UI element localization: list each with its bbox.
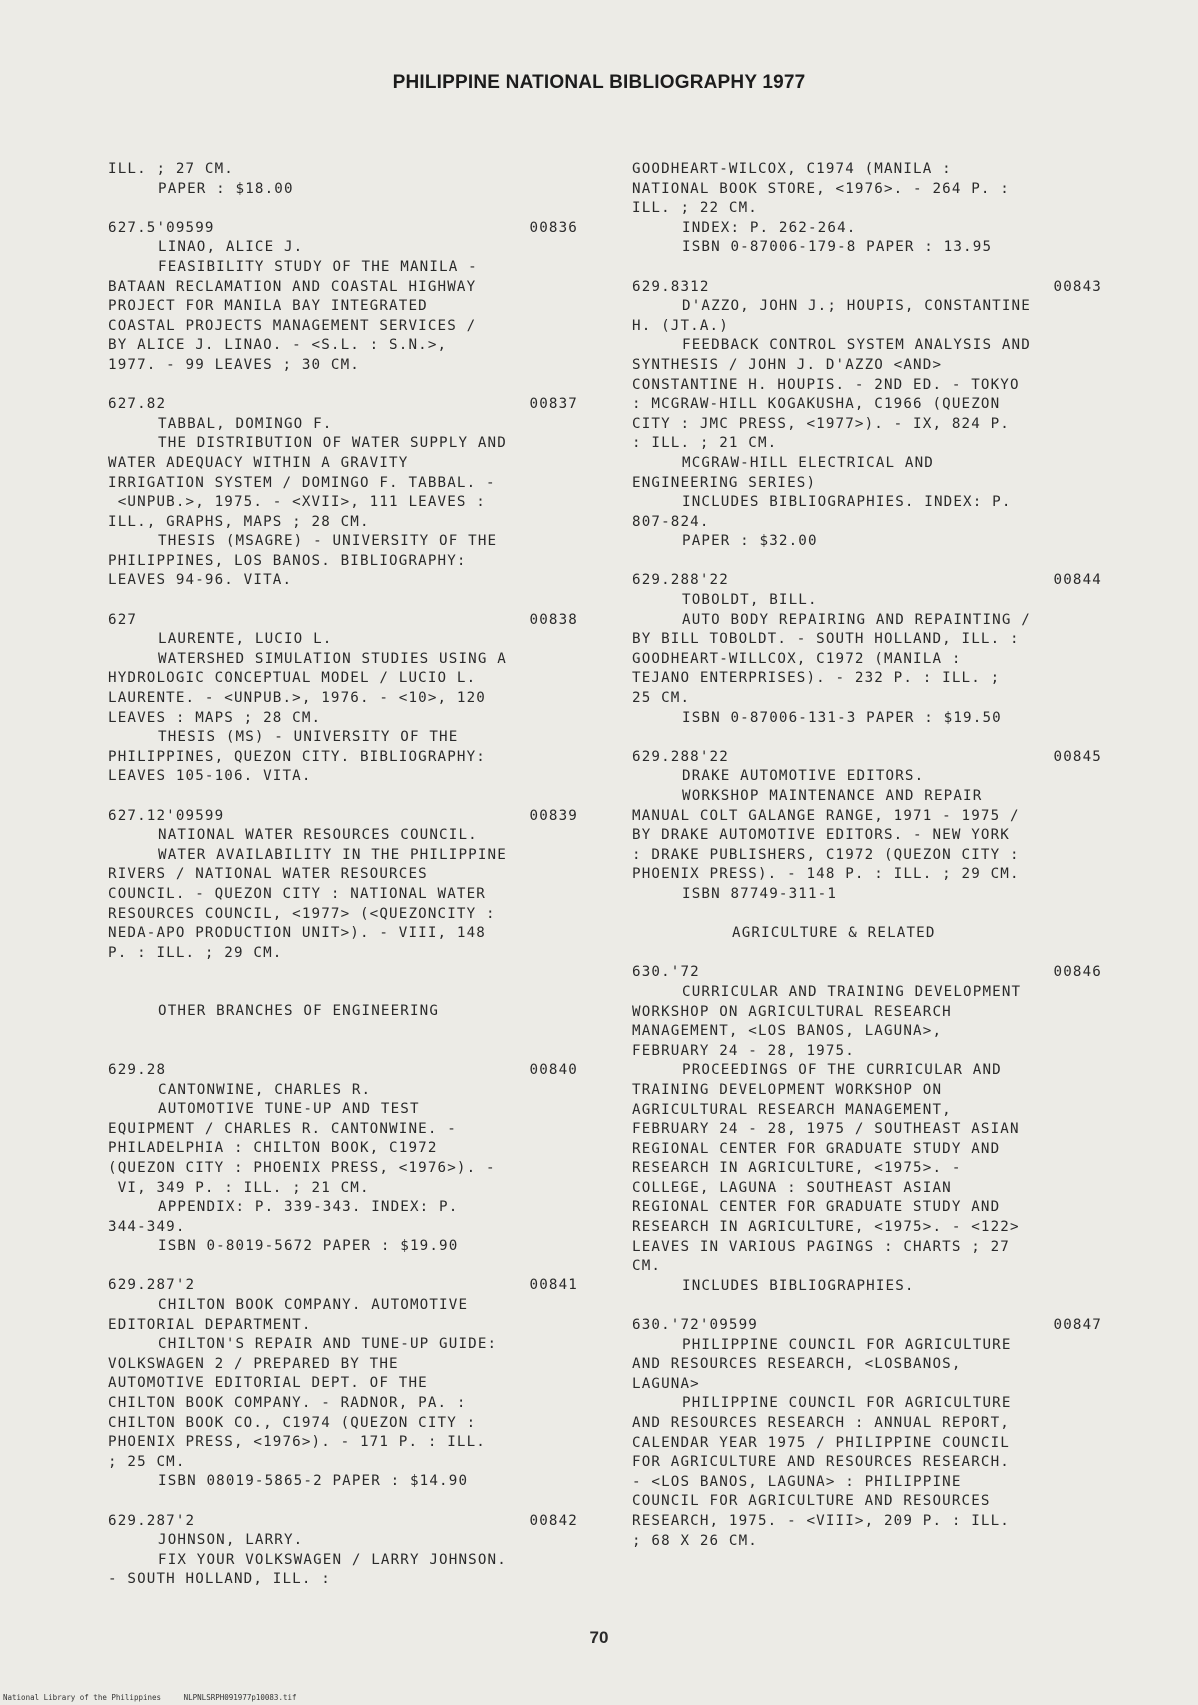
entry-line: WORKSHOP ON AGRICULTURAL RESEARCH [632, 1003, 952, 1020]
entry-author: D'AZZO, JOHN J.; HOUPIS, CONSTANTINE [682, 298, 1031, 315]
right-column [632, 160, 1102, 1551]
entry-line: ; 25 CM. [108, 1453, 186, 1470]
entry-author: TOBOLDT, BILL. [682, 592, 818, 609]
entry-line: INCLUDES BIBLIOGRAPHIES. [682, 1277, 915, 1294]
entry-number: 00838 [529, 611, 578, 628]
entry-line: BY BILL TOBOLDT. - SOUTH HOLLAND, ILL. : [632, 631, 1020, 648]
entry-line: REGIONAL CENTER FOR GRADUATE STUDY AND [632, 1199, 1001, 1216]
bib-entry-00844 [632, 571, 1102, 728]
entry-line: PROJECT FOR MANILA BAY INTEGRATED [108, 298, 428, 315]
bib-entry-00839 [108, 807, 578, 964]
entry-author: CHILTON BOOK COMPANY. AUTOMOTIVE [158, 1297, 469, 1314]
entry-line: CHILTON'S REPAIR AND TUNE-UP GUIDE: [158, 1336, 498, 1353]
class-number: 629.288'22 [632, 748, 729, 765]
class-number: 629.287'2 [108, 1512, 196, 1529]
entry-line: THESIS (MSAGRE) - UNIVERSITY OF THE [158, 533, 498, 550]
entry-line: ISBN 87749-311-1 [682, 885, 838, 902]
entry-line: WATERSHED SIMULATION STUDIES USING A [158, 650, 507, 667]
entry-line: COLLEGE, LAGUNA : SOUTHEAST ASIAN [632, 1179, 952, 1196]
entry-line: 807-824. [632, 513, 710, 530]
entry-author: PHILIPPINE COUNCIL FOR AGRICULTURE [682, 1336, 1012, 1353]
entry-line: EDITORIAL DEPARTMENT. [108, 1316, 312, 1333]
entry-line: 344-349. [108, 1218, 186, 1235]
bib-entry-00846 [632, 963, 1102, 1296]
class-number: 627 [108, 611, 138, 628]
entry-line: GOODHEART-WILLCOX, C1972 (MANILA : [632, 650, 962, 667]
entry-author: CANTONWINE, CHARLES R. [158, 1081, 372, 1098]
entry-line: FEBRUARY 24 - 28, 1975. [632, 1042, 855, 1059]
entry-number: 00842 [529, 1512, 578, 1529]
entry-line: ILL., GRAPHS, MAPS ; 28 CM. [108, 513, 370, 530]
entry-line: ; 68 X 26 CM. [632, 1532, 758, 1549]
entry-line: TEJANO ENTERPRISES). - 232 P. : ILL. ; [632, 670, 1001, 687]
entry-line: PROCEEDINGS OF THE CURRICULAR AND [682, 1062, 1002, 1079]
entry-line: - <LOS BANOS, LAGUNA> : PHILIPPINE [632, 1473, 962, 1490]
entry-line: ISBN 08019-5865-2 PAPER : $14.90 [158, 1473, 469, 1490]
section-heading: OTHER BRANCHES OF ENGINEERING [158, 1003, 440, 1020]
entry-line: : MCGRAW-HILL KOGAKUSHA, C1966 (QUEZON [632, 396, 1001, 413]
bib-entry-00836 [108, 219, 578, 376]
entry-line: PHILIPPINE COUNCIL FOR AGRICULTURE [682, 1395, 1012, 1412]
class-number: 627.5'09599 [108, 219, 215, 236]
entry-author: CURRICULAR AND TRAINING DEVELOPMENT [682, 983, 1022, 1000]
entry-author: TABBAL, DOMINGO F. [158, 415, 333, 432]
class-number: 630.'72 [632, 964, 700, 981]
entry-line: CONSTANTINE H. HOUPIS. - 2ND ED. - TOKYO [632, 376, 1020, 393]
entry-line: WATER ADEQUACY WITHIN A GRAVITY [108, 454, 409, 471]
entry-line: CHILTON BOOK COMPANY. - RADNOR, PA. : [108, 1395, 467, 1412]
entry-line: PHILADELPHIA : CHILTON BOOK, C1972 [108, 1140, 438, 1157]
entry-line: AGRICULTURAL RESEARCH MANAGEMENT, [632, 1101, 952, 1118]
entry-number: 00845 [1053, 748, 1102, 765]
entry-line: ISBN 0-87006-131-3 PAPER : $19.50 [682, 709, 1002, 726]
entry-line: PHOENIX PRESS). - 148 P. : ILL. ; 29 CM. [632, 866, 1020, 883]
entry-line: RESEARCH IN AGRICULTURE, <1975>. - <122> [632, 1219, 1020, 1236]
entry-line: VOLKSWAGEN 2 / PREPARED BY THE [108, 1355, 399, 1372]
scan-credit: National Library of the Philippines NLPNLSRPH091977p10083.tif [3, 1693, 297, 1702]
entry-line: LEAVES 105-106. VITA. [108, 768, 312, 785]
class-number: 627.12'09599 [108, 807, 225, 824]
entry-line: MCGRAW-HILL ELECTRICAL AND [682, 454, 934, 471]
entry-line: RESOURCES COUNCIL, <1977> (<QUEZONCITY : [108, 905, 496, 922]
entry-line: RESEARCH IN AGRICULTURE, <1975>. - [632, 1160, 962, 1177]
entry-number: 00844 [1053, 572, 1102, 589]
entry-line: IRRIGATION SYSTEM / DOMINGO F. TABBAL. - [108, 474, 496, 491]
entry-line: AND RESOURCES RESEARCH, <LOSBANOS, [632, 1356, 962, 1373]
entry-line: LEAVES 94-96. VITA. [108, 572, 293, 589]
entry-line: MANAGEMENT, <LOS BANOS, LAGUNA>, [632, 1023, 943, 1040]
entry-line: REGIONAL CENTER FOR GRADUATE STUDY AND [632, 1140, 1001, 1157]
page-title: PHILIPPINE NATIONAL BIBLIOGRAPHY 1977 [392, 72, 806, 93]
class-number: 629.288'22 [632, 572, 729, 589]
entry-line: 25 CM. [632, 690, 691, 707]
entry-line: FOR AGRICULTURE AND RESOURCES RESEARCH. [632, 1454, 1010, 1471]
entry-line: 1977. - 99 LEAVES ; 30 CM. [108, 356, 360, 373]
entry-line: LAURENTE. - <UNPUB.>, 1976. - <10>, 120 [108, 690, 486, 707]
entry-line: PHILIPPINES, QUEZON CITY. BIBLIOGRAPHY: [108, 748, 486, 765]
entry-number: 00840 [529, 1061, 578, 1078]
bib-entry-00843 [632, 278, 1102, 552]
entry-line: EQUIPMENT / CHARLES R. CANTONWINE. - [108, 1120, 457, 1137]
entry-line: : DRAKE PUBLISHERS, C1972 (QUEZON CITY : [632, 846, 1020, 863]
entry-line: P. : ILL. ; 29 CM. [108, 944, 283, 961]
entry-line: AUTO BODY REPAIRING AND REPAINTING / [682, 611, 1031, 628]
text-line: PAPER : $18.00 [158, 180, 294, 197]
entry-line: APPENDIX: P. 339-343. INDEX: P. [158, 1199, 459, 1216]
class-number: 629.287'2 [108, 1277, 196, 1294]
entry-line: MANUAL COLT GALANGE RANGE, 1971 - 1975 / [632, 807, 1020, 824]
bib-entry-00842 [108, 1512, 578, 1590]
entry-line: WATER AVAILABILITY IN THE PHILIPPINE [158, 846, 507, 863]
entry-line: ENGINEERING SERIES) [632, 474, 817, 491]
bib-entry-00845 [632, 748, 1102, 905]
text-line: NATIONAL BOOK STORE, <1976>. - 264 P. : [632, 180, 1010, 197]
entry-line: VI, 349 P. : ILL. ; 21 CM. [108, 1179, 370, 1196]
entry-line: (QUEZON CITY : PHOENIX PRESS, <1976>). - [108, 1159, 496, 1176]
entry-number: 00837 [529, 396, 578, 413]
entry-line: LEAVES : MAPS ; 28 CM. [108, 709, 322, 726]
entry-line: HYDROLOGIC CONCEPTUAL MODEL / LUCIO L. [108, 670, 477, 687]
entry-author: LINAO, ALICE J. [158, 239, 304, 256]
entry-author: DRAKE AUTOMOTIVE EDITORS. [682, 768, 925, 785]
text-line: ILL. ; 22 CM. [632, 200, 758, 217]
entry-line: SYNTHESIS / JOHN J. D'AZZO <AND> [632, 356, 943, 373]
text-line: ISBN 0-87006-179-8 PAPER : 13.95 [682, 239, 993, 256]
entry-line: THE DISTRIBUTION OF WATER SUPPLY AND [158, 435, 507, 452]
section-heading: AGRICULTURE & RELATED [732, 925, 936, 942]
entry-line: H. (JT.A.) [632, 317, 729, 334]
entry-line: NEDA-APO PRODUCTION UNIT>). - VIII, 148 [108, 925, 486, 942]
entry-line: <UNPUB.>, 1975. - <XVII>, 111 LEAVES : [108, 494, 486, 511]
entry-line: CM. [632, 1258, 662, 1275]
entry-line: BATAAN RECLAMATION AND COASTAL HIGHWAY [108, 278, 477, 295]
class-number: 627.82 [108, 396, 167, 413]
bib-entry-00838 [108, 611, 578, 787]
class-number: 630.'72'09599 [632, 1317, 758, 1334]
entry-author: LAURENTE, LUCIO L. [158, 631, 333, 648]
entry-number: 00843 [1053, 278, 1102, 295]
page-number: 70 [589, 1628, 609, 1647]
entry-line: AND RESOURCES RESEARCH : ANNUAL REPORT, [632, 1415, 1010, 1431]
entry-line: AUTOMOTIVE EDITORIAL DEPT. OF THE [108, 1375, 428, 1392]
entry-line: CITY : JMC PRESS, <1977>). - IX, 824 P. [632, 415, 1010, 432]
entry-line: RIVERS / NATIONAL WATER RESOURCES [108, 866, 428, 883]
entry-line: WORKSHOP MAINTENANCE AND REPAIR [682, 788, 983, 804]
entry-line: PHILIPPINES, LOS BANOS. BIBLIOGRAPHY: [108, 552, 467, 569]
entry-line: BY DRAKE AUTOMOTIVE EDITORS. - NEW YORK [632, 827, 1010, 844]
entry-line: CALENDAR YEAR 1975 / PHILIPPINE COUNCIL [632, 1434, 1010, 1451]
entry-number: 00841 [529, 1277, 578, 1294]
entry-number: 00836 [529, 219, 578, 236]
text-line: GOODHEART-WILCOX, C1974 (MANILA : [632, 161, 952, 177]
entry-line: RESEARCH, 1975. - <VIII>, 209 P. : ILL. [632, 1512, 1010, 1529]
entry-line: COUNCIL. - QUEZON CITY : NATIONAL WATER [108, 885, 486, 902]
entry-line: PHOENIX PRESS, <1976>). - 171 P. : ILL. [108, 1434, 486, 1451]
entry-number: 00847 [1053, 1317, 1102, 1334]
class-number: 629.8312 [632, 278, 710, 295]
entry-line: ISBN 0-8019-5672 PAPER : $19.90 [158, 1238, 459, 1255]
bib-entry-00847 [632, 1316, 1102, 1551]
entry-line: FIX YOUR VOLKSWAGEN / LARRY JOHNSON. [158, 1551, 507, 1568]
entry-line: LEAVES IN VARIOUS PAGINGS : CHARTS ; 27 [632, 1238, 1010, 1255]
bib-entry-00840 [108, 1061, 578, 1257]
entry-line: INCLUDES BIBLIOGRAPHIES. INDEX: P. [682, 494, 1012, 511]
entry-number: 00846 [1053, 964, 1102, 981]
class-number: 629.28 [108, 1061, 167, 1078]
bib-entry-00837 [108, 395, 578, 591]
text-line: INDEX: P. 262-264. [682, 219, 857, 236]
entry-line: LAGUNA> [632, 1375, 700, 1392]
entry-line: FEASIBILITY STUDY OF THE MANILA - [158, 258, 478, 275]
entry-line: COASTAL PROJECTS MANAGEMENT SERVICES / [108, 317, 477, 334]
entry-number: 00839 [529, 807, 578, 824]
entry-line: FEEDBACK CONTROL SYSTEM ANALYSIS AND [682, 337, 1031, 354]
entry-line: CHILTON BOOK CO., C1974 (QUEZON CITY : [108, 1414, 477, 1431]
left-column [108, 160, 578, 1590]
entry-author: NATIONAL WATER RESOURCES COUNCIL. [158, 827, 478, 844]
entry-line: : ILL. ; 21 CM. [632, 435, 778, 452]
bib-entry-00841 [108, 1276, 578, 1492]
entry-line: COUNCIL FOR AGRICULTURE AND RESOURCES [632, 1493, 991, 1510]
entry-line: BY ALICE J. LINAO. - <S.L. : S.N.>, [108, 337, 448, 354]
entry-line: THESIS (MS) - UNIVERSITY OF THE [158, 729, 459, 746]
entry-line: AUTOMOTIVE TUNE-UP AND TEST [158, 1101, 420, 1118]
entry-line: TRAINING DEVELOPMENT WORKSHOP ON [632, 1081, 943, 1098]
entry-line: - SOUTH HOLLAND, ILL. : [108, 1571, 331, 1588]
entry-author: JOHNSON, LARRY. [158, 1532, 304, 1549]
entry-line: PAPER : $32.00 [682, 533, 818, 550]
entry-line: FEBRUARY 24 - 28, 1975 / SOUTHEAST ASIAN [632, 1121, 1020, 1138]
text-line: ILL. ; 27 CM. [108, 161, 234, 177]
